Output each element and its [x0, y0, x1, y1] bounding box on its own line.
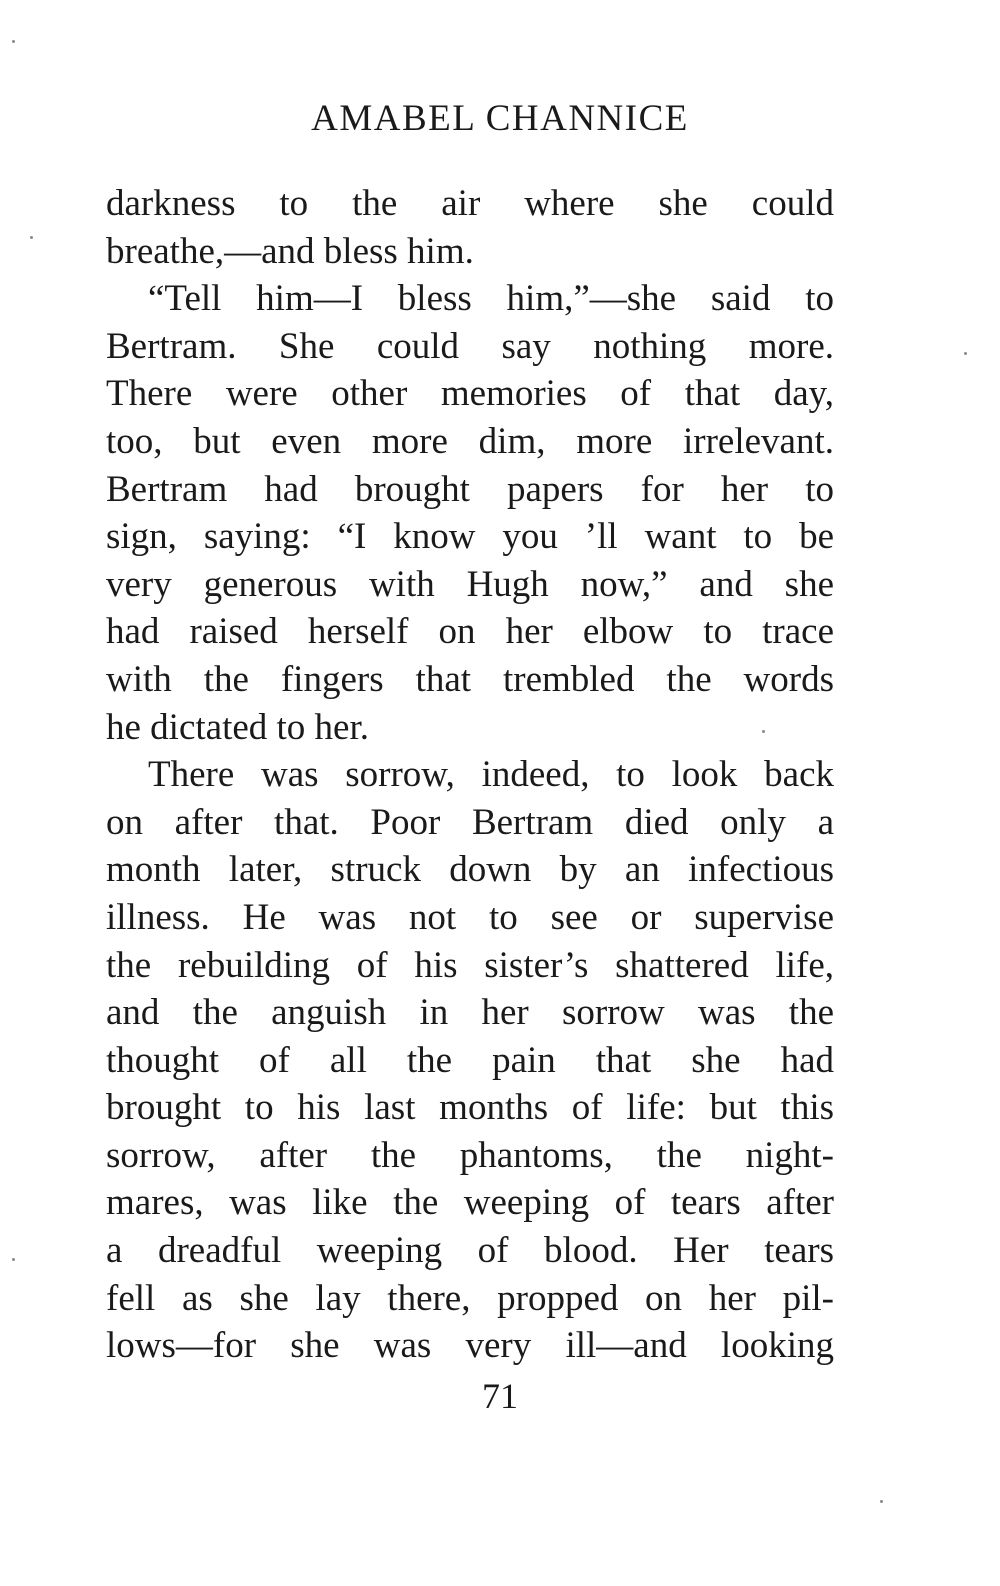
- text-line: on after that. Poor Bertram died only a: [106, 801, 834, 843]
- text-line: lows—for she was very ill—and looking: [106, 1325, 834, 1367]
- page-number: 71: [482, 1376, 518, 1416]
- text-line: Bertram. She could say nothing more.: [106, 325, 834, 367]
- text-line: and the anguish in her sorrow was the: [106, 992, 834, 1034]
- paper-speck: [30, 236, 33, 239]
- paper-speck: [12, 40, 15, 43]
- text-line: the rebuilding of his sister’s shattered life,: [106, 944, 834, 986]
- text-line: thought of all the pain that she had: [106, 1039, 834, 1081]
- text-line: darkness to the air where she could: [106, 183, 834, 224]
- text-line: mares, was like the weeping of tears after: [106, 1182, 834, 1224]
- paper-speck: [880, 1500, 883, 1503]
- text-line: sign, saying: “I know you ’ll want to be: [106, 516, 834, 558]
- text-line: illness. He was not to see or supervise: [106, 896, 834, 938]
- text-line: sorrow, after the phantoms, the night-: [106, 1134, 834, 1176]
- paper-speck: [964, 352, 967, 355]
- text-line: too, but even more dim, more irrelevant.: [106, 420, 834, 462]
- text-line: Bertram had brought papers for her to: [106, 468, 834, 510]
- text-line: month later, struck down by an infectious: [106, 849, 834, 891]
- text-line: a dreadful weeping of blood. Her tears: [106, 1230, 834, 1272]
- running-head: AMABEL CHANNICE: [311, 98, 689, 139]
- text-line: fell as she lay there, propped on her pil-: [106, 1277, 834, 1319]
- text-line: breathe,—and bless him.: [106, 230, 474, 272]
- text-line: brought to his last months of life: but this: [106, 1087, 834, 1129]
- text-line: he dictated to her.: [106, 706, 370, 748]
- text-line: There were other memories of that day,: [106, 373, 834, 415]
- text-line: very generous with Hugh now,” and she: [106, 563, 834, 605]
- text-line: had raised herself on her elbow to trace: [106, 611, 834, 653]
- text-line: with the fingers that trembled the words: [106, 658, 834, 700]
- text-line: There was sorrow, indeed, to look back: [148, 754, 834, 796]
- body-text: [106, 180, 834, 1370]
- text-line: “Tell him—I bless him,”—she said to: [148, 278, 834, 320]
- paper-speck: [12, 1258, 15, 1261]
- paper-speck: [762, 730, 765, 733]
